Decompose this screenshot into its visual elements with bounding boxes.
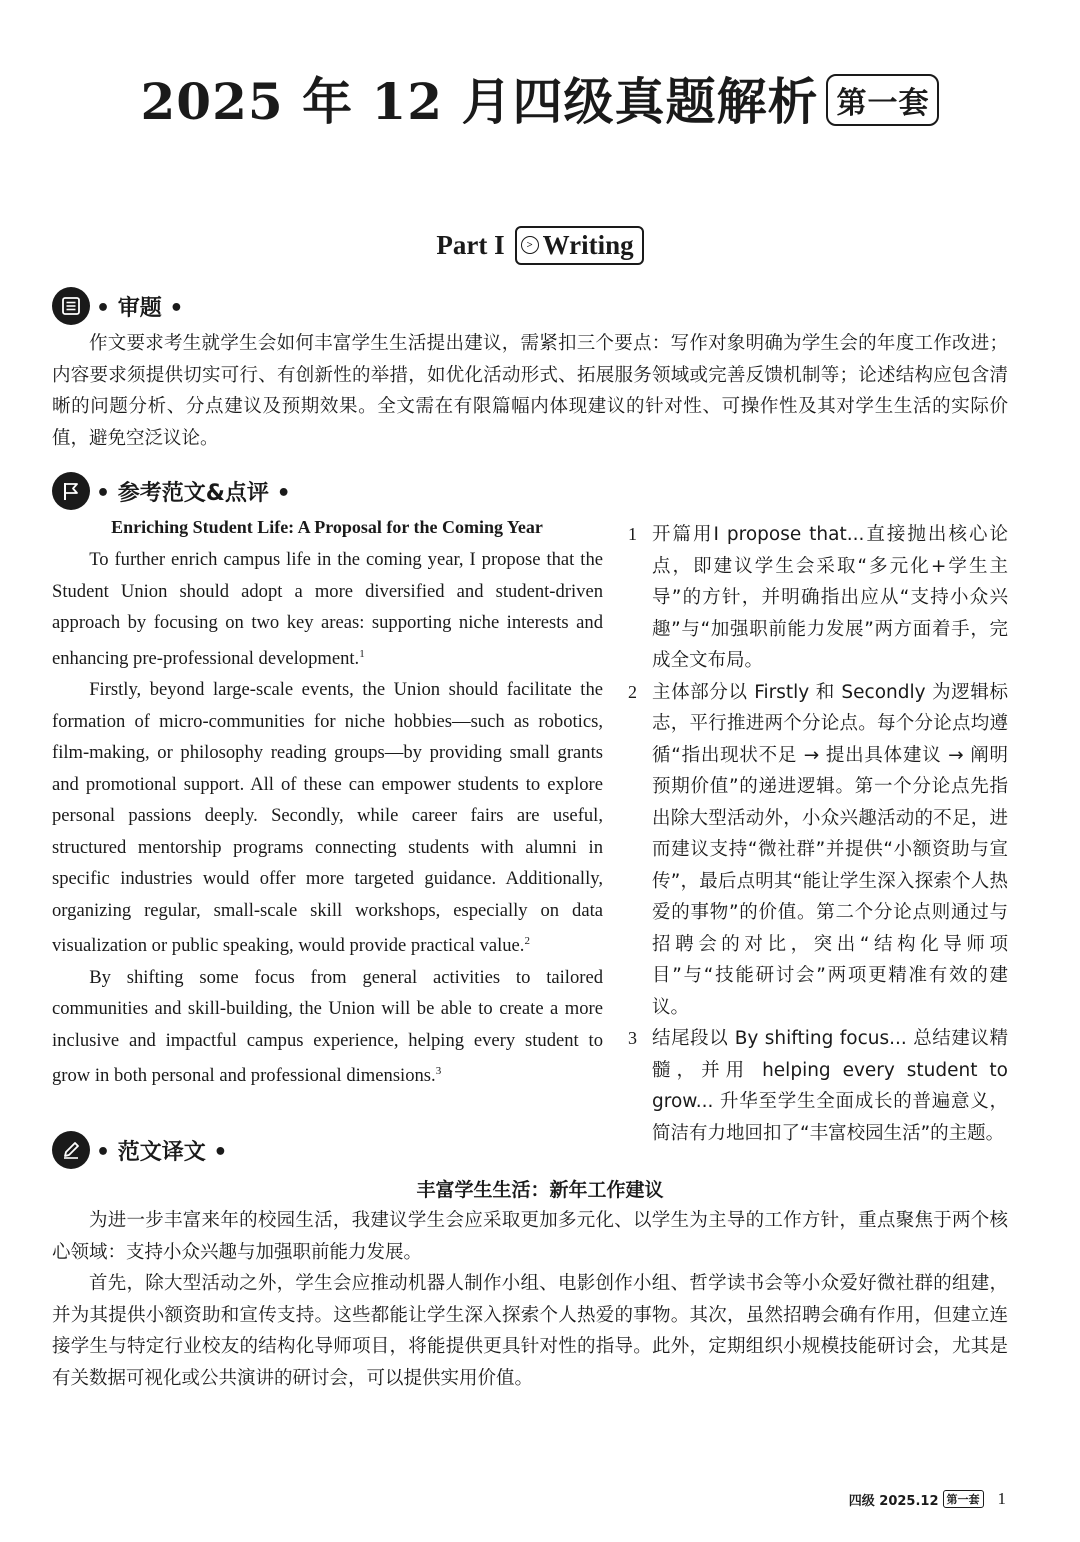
note-marker: 1 — [359, 647, 365, 660]
translation-paragraph: 首先，除大型活动之外，学生会应推动机器人制作小组、电影创作小组、哲学读书会等小众爱好微社群的组建，并为其提供小额资助和宣传支持。这些都能让学生深入探索个人热爱的事物。其次，虽然招聘会确有作用，但建立连接学生与特定行业校友的结构化导师项目，将能提供更具针对性的指导。此外，定期组织小规模技能研讨会，尤其是有关数据可视化或公共演讲的研讨会，可以提供实用价值。 — [52, 1273, 1008, 1389]
section-header-translation — [52, 1130, 227, 1170]
comment-text: 开篇用I propose that...直接抛出核心论点，即建议学生会采取“多元化+学生主导”的方针，并明确指出应从“支持小众兴趣”与“加强职前能力发展”两方面着手，完成全文布局。 — [652, 524, 1008, 671]
note-marker: 2 — [524, 935, 530, 948]
section-header-sample — [52, 471, 291, 511]
page-footer — [849, 1489, 1006, 1509]
section-header-analysis — [52, 286, 183, 326]
comment-number: 1 — [628, 524, 637, 544]
essay-paragraph-text: Firstly, beyond large-scale events, the Union should facilitate the formation of micro-communities for niche hobbies—such as robotics, film-making, or philosophy reading groups—by providing small grants and promotional support. All of these can empower students to explore personal passions deeply. Secondly, while career fairs are useful, structured mentorship programs connecting students with alumni in specific industries would offer more targeted guidance. Additionally, organizing regular, small-scale skill workshops, especially on data visualization or public speaking, would provide practical value. — [52, 679, 603, 957]
comment-item — [628, 519, 1008, 677]
page-number: 1 — [997, 1489, 1006, 1508]
comment-number: 2 — [628, 681, 637, 702]
chevron-right-icon: > — [521, 236, 539, 254]
footer-label: 四级 2025.12 — [848, 1493, 939, 1509]
document-icon — [52, 287, 90, 325]
translation-body — [52, 1205, 1008, 1394]
section-label: • 审题 • — [96, 295, 184, 321]
part-name: Writing — [542, 230, 634, 260]
part-heading — [0, 226, 1080, 265]
essay-paragraph-text: By shifting some focus from general activities to tailored communities and skill-building, the Union will be able to create a more inclusive and impactful campus experience, helping every student to grow in both personal and professional dimensions. — [52, 966, 603, 1087]
section-label: • 参考范文&点评 • — [96, 480, 291, 506]
flag-icon — [52, 472, 90, 510]
set-badge: 第一套 — [826, 74, 939, 126]
translation-title: 丰富学生生活：新年工作建议 — [416, 1179, 664, 1201]
essay-title: Enriching Student Life: A Proposal for the Coming Year — [111, 517, 543, 537]
essay-body — [52, 544, 603, 1092]
part-label: Part I — [436, 230, 505, 260]
comment-text: 主体部分以 Firstly 和 Secondly 为逻辑标志，平行推进两个分论点。每个分论点均遵循“指出现状不足 → 提出具体建议 → 阐明预期价值”的递进逻辑。第一个分论点先指出除大型活动外，小众兴趣活动的不足，进而建议支持“微社群”并提供“小额资助与宣传”，最后点明其“能让学生深入探索个人热爱的事物”的价值。第二个分论点则通过与招聘会的对比，突出“结构化导师项目”与“技能研讨会”两项更精准有效的建议。 — [652, 681, 1008, 1018]
translation-paragraph: 为进一步丰富来年的校园生活，我建议学生会应采取更加多元化、以学生为主导的工作方针，重点聚焦于两个核心领域：支持小众兴趣与加强职前能力发展。 — [52, 1210, 1008, 1263]
part-name-box — [515, 226, 644, 265]
analysis-text: 作文要求考生就学生会如何丰富学生生活提出建议，需紧扣三个要点：写作对象明确为学生会的年度工作改进；内容要求须提供切实可行、有创新性的举措，如优化活动形式、拓展服务领域或完善反馈机制等；论述结构应包含清晰的问题分析、分点建议及预期效果。全文需在有限篇幅内体现建议的针对性、可操作性及其对学生生活的实际价值，避免空泛议论。 — [52, 333, 1008, 449]
title-text: 2025 年 12 月四级真题解析 — [140, 72, 819, 131]
comment-item — [628, 677, 1008, 1024]
comment-number: 3 — [628, 1028, 637, 1048]
comment-list — [628, 519, 1008, 1149]
footer-badge: 第一套 — [943, 1490, 984, 1508]
essay-paragraph-text: To further enrich campus life in the coming year, I propose that the Student Union should adopt a more diversified and student-driven approach by focusing on two key areas: supporting niche interests and enhancing pre-professional development. — [52, 549, 603, 669]
essay-paragraph — [52, 674, 603, 962]
comment-text: 结尾段以 By shifting focus... 总结建议精髓，并用 helping every student to grow... 升华至学生全面成长的普遍意义，简洁有力地回扣了“丰富校园生活”的主题。 — [652, 1028, 1008, 1144]
pen-icon — [52, 1131, 90, 1169]
essay-paragraph — [52, 962, 603, 1092]
note-marker: 3 — [435, 1065, 442, 1078]
essay-paragraph — [52, 544, 603, 674]
page-title — [0, 62, 1080, 134]
section-label: • 范文译文 • — [96, 1139, 228, 1165]
comment-item — [628, 1023, 1008, 1149]
